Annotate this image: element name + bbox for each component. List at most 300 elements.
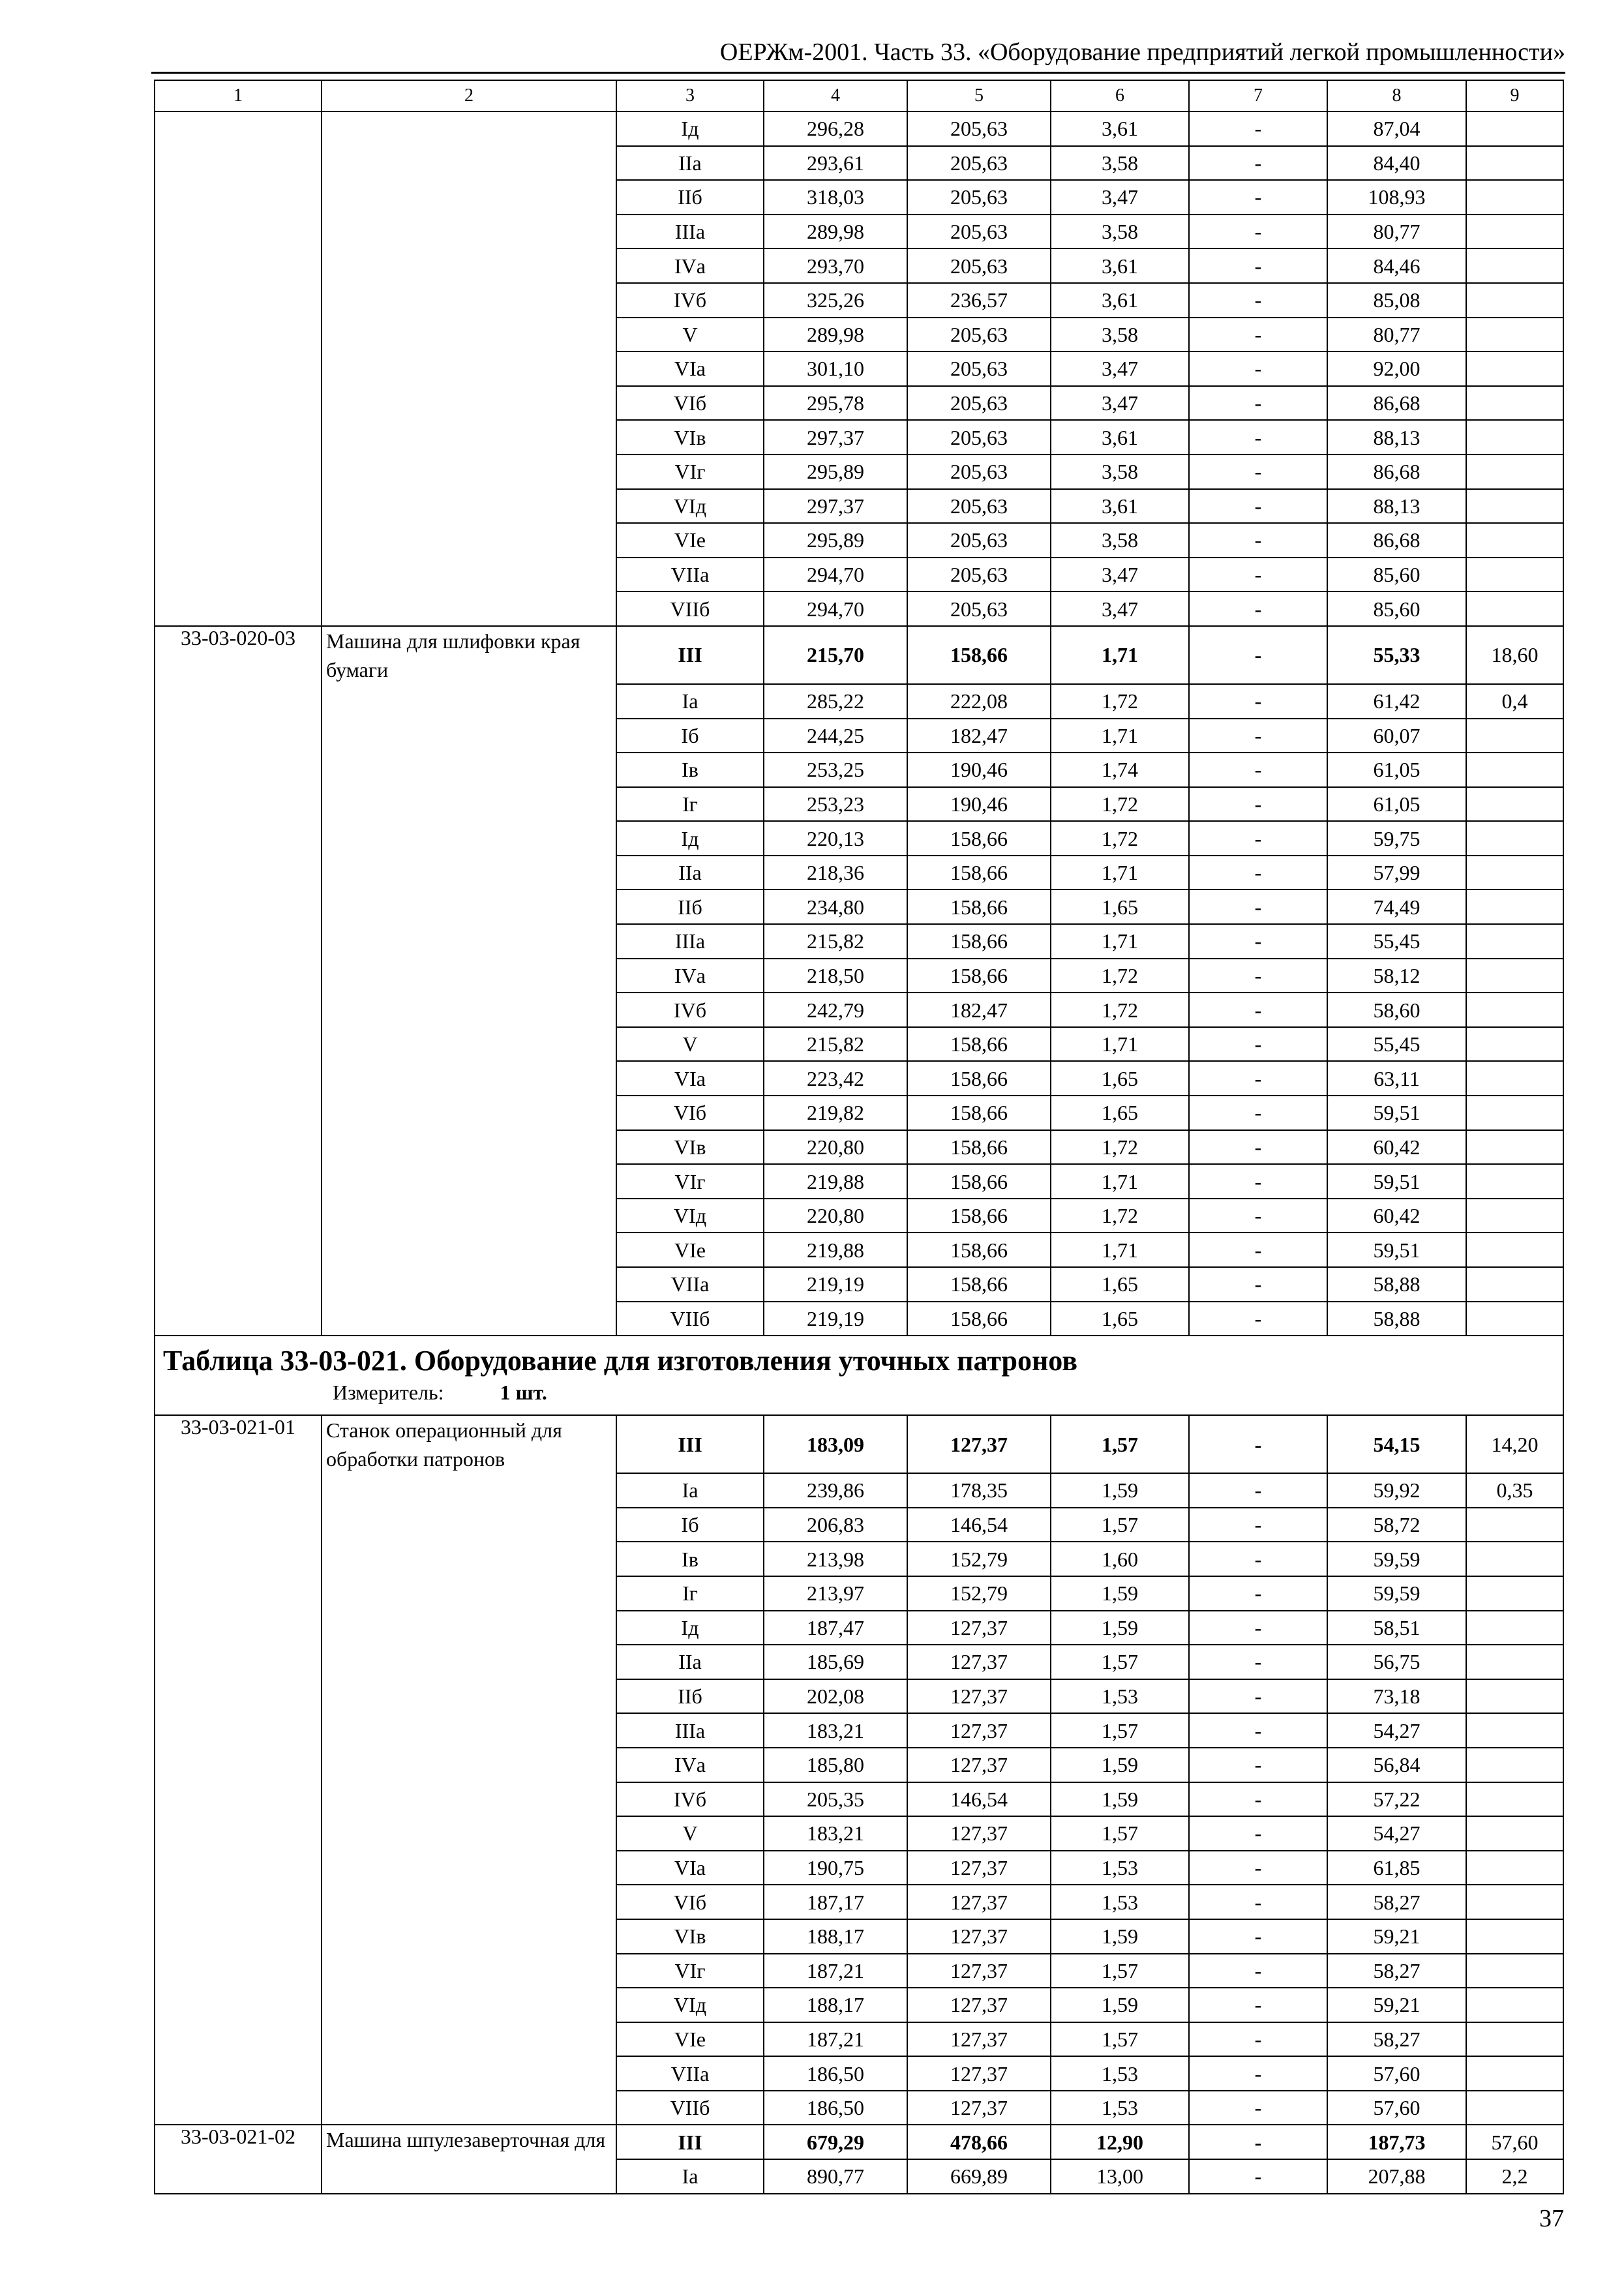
cell-c7: -	[1189, 856, 1327, 890]
cell-c6: 3,58	[1051, 455, 1189, 489]
cell-c7: -	[1189, 1679, 1327, 1714]
cell-c6: 1,72	[1051, 993, 1189, 1027]
cell-c9	[1466, 890, 1563, 924]
cell-c4: 187,21	[764, 1954, 907, 1988]
table-row	[155, 386, 1563, 421]
cell-c8: 108,93	[1327, 180, 1466, 215]
cell-c5: 127,37	[907, 1679, 1051, 1714]
code-cell	[155, 1782, 322, 1817]
code-cell	[155, 2022, 322, 2057]
cell-c4: 301,10	[764, 352, 907, 386]
code-cell	[155, 1611, 322, 1645]
cell-c9	[1466, 2091, 1563, 2125]
cell-c3: VIв	[616, 420, 764, 455]
cell-c6: 3,61	[1051, 489, 1189, 524]
name-cell	[322, 1130, 616, 1165]
cell-c9	[1466, 2022, 1563, 2057]
table-row	[155, 719, 1563, 753]
code-cell	[155, 1851, 322, 1885]
column-number: 3	[616, 80, 764, 112]
cell-c5: 152,79	[907, 1542, 1051, 1576]
cell-c5: 236,57	[907, 283, 1051, 318]
table-row	[155, 1415, 1563, 1473]
cell-c9	[1466, 1816, 1563, 1851]
cell-c5: 152,79	[907, 1576, 1051, 1611]
cell-c3: VIе	[616, 523, 764, 558]
cell-c5: 127,37	[907, 1816, 1051, 1851]
cell-c8: 61,85	[1327, 1851, 1466, 1885]
cell-c9	[1466, 352, 1563, 386]
cell-c8: 58,88	[1327, 1267, 1466, 1302]
cell-c9	[1466, 1851, 1563, 1885]
name-cell	[322, 993, 616, 1027]
cell-c3: Iб	[616, 719, 764, 753]
cell-c8: 88,13	[1327, 489, 1466, 524]
cell-c9	[1466, 489, 1563, 524]
cell-c7: -	[1189, 1096, 1327, 1130]
cell-c8: 57,60	[1327, 2091, 1466, 2125]
cell-c8: 207,88	[1327, 2159, 1466, 2194]
cell-c9	[1466, 112, 1563, 146]
cell-c6: 1,71	[1051, 719, 1189, 753]
table-row	[155, 1885, 1563, 1919]
table-row	[155, 1267, 1563, 1302]
cell-c6: 1,72	[1051, 1199, 1189, 1233]
cell-c3: Iг	[616, 1576, 764, 1611]
cell-c3: VIв	[616, 1919, 764, 1954]
cell-c3: VIг	[616, 1954, 764, 1988]
cell-c6: 3,61	[1051, 248, 1189, 283]
cell-c3: Iд	[616, 1611, 764, 1645]
cell-c9	[1466, 283, 1563, 318]
name-cell	[322, 215, 616, 249]
cell-c5: 205,63	[907, 248, 1051, 283]
cell-c8: 85,60	[1327, 591, 1466, 626]
cell-c7: -	[1189, 1576, 1327, 1611]
cell-c9	[1466, 1645, 1563, 1679]
name-cell	[322, 1645, 616, 1679]
cell-c5: 158,66	[907, 1164, 1051, 1199]
cell-c4: 219,19	[764, 1302, 907, 1336]
cell-c6: 3,47	[1051, 591, 1189, 626]
cell-c4: 296,28	[764, 112, 907, 146]
cell-c6: 1,65	[1051, 1096, 1189, 1130]
cell-c8: 59,75	[1327, 821, 1466, 856]
cell-c5: 146,54	[907, 1508, 1051, 1542]
cell-c6: 1,57	[1051, 1713, 1189, 1748]
cell-c5: 205,63	[907, 489, 1051, 524]
cell-c6: 1,72	[1051, 787, 1189, 822]
cell-c5: 158,66	[907, 924, 1051, 959]
name-cell	[322, 352, 616, 386]
table-row	[155, 1096, 1563, 1130]
name-cell	[322, 821, 616, 856]
cell-c6: 1,57	[1051, 1645, 1189, 1679]
name-cell	[322, 1851, 616, 1885]
cell-c9	[1466, 1233, 1563, 1267]
table-row	[155, 684, 1563, 719]
code-cell	[155, 993, 322, 1027]
code-cell	[155, 1199, 322, 1233]
cell-c9	[1466, 1061, 1563, 1096]
cell-c6: 3,47	[1051, 352, 1189, 386]
cell-c4: 223,42	[764, 1061, 907, 1096]
cell-c7: -	[1189, 959, 1327, 993]
cell-c8: 187,73	[1327, 2125, 1466, 2159]
cell-c6: 1,71	[1051, 1027, 1189, 1062]
cell-c4: 220,80	[764, 1130, 907, 1165]
cell-c5: 158,66	[907, 626, 1051, 684]
cell-c4: 218,50	[764, 959, 907, 993]
code-cell	[155, 180, 322, 215]
header-rule	[151, 72, 1565, 74]
cell-c3: V	[616, 1816, 764, 1851]
code-cell	[155, 1576, 322, 1611]
table-row	[155, 1199, 1563, 1233]
cell-c7: -	[1189, 318, 1327, 352]
cell-c9	[1466, 455, 1563, 489]
cell-c3: IVа	[616, 1748, 764, 1782]
cell-c3: Iд	[616, 112, 764, 146]
table-row	[155, 2056, 1563, 2091]
cell-c5: 205,63	[907, 352, 1051, 386]
name-cell	[322, 489, 616, 524]
cell-c8: 86,68	[1327, 523, 1466, 558]
cell-c4: 289,98	[764, 318, 907, 352]
cell-c7: -	[1189, 248, 1327, 283]
cell-c6: 1,59	[1051, 1919, 1189, 1954]
cell-c6: 1,65	[1051, 1061, 1189, 1096]
cell-c3: IVа	[616, 248, 764, 283]
code-cell	[155, 890, 322, 924]
cell-c8: 73,18	[1327, 1679, 1466, 1714]
cell-c5: 127,37	[907, 1611, 1051, 1645]
cell-c3: VIIа	[616, 2056, 764, 2091]
cell-c5: 158,66	[907, 1233, 1051, 1267]
code-cell	[155, 386, 322, 421]
cell-c4: 297,37	[764, 420, 907, 455]
cell-c6: 1,59	[1051, 1611, 1189, 1645]
cell-c4: 219,82	[764, 1096, 907, 1130]
cell-c7: -	[1189, 1954, 1327, 1988]
cell-c9: 0,35	[1466, 1473, 1563, 1508]
code-cell	[155, 1027, 322, 1062]
cell-c6: 1,57	[1051, 2022, 1189, 2057]
code-cell	[155, 1954, 322, 1988]
table-row	[155, 2022, 1563, 2057]
cell-c9	[1466, 856, 1563, 890]
cell-c9	[1466, 1096, 1563, 1130]
cell-c7: -	[1189, 1748, 1327, 1782]
cell-c7: -	[1189, 1164, 1327, 1199]
column-number: 1	[155, 80, 322, 112]
cell-c5: 127,37	[907, 1748, 1051, 1782]
cell-c5: 205,63	[907, 386, 1051, 421]
cell-c6: 1,74	[1051, 753, 1189, 787]
table-row	[155, 1611, 1563, 1645]
cell-c8: 60,42	[1327, 1199, 1466, 1233]
cell-c5: 158,66	[907, 1061, 1051, 1096]
cell-c6: 3,61	[1051, 112, 1189, 146]
cell-c9	[1466, 523, 1563, 558]
cell-c8: 85,60	[1327, 558, 1466, 592]
name-cell	[322, 1885, 616, 1919]
cell-c4: 218,36	[764, 856, 907, 890]
cell-c7: -	[1189, 1130, 1327, 1165]
cell-c5: 205,63	[907, 180, 1051, 215]
table-row	[155, 1954, 1563, 1988]
cell-c5: 127,37	[907, 1645, 1051, 1679]
cell-c7: -	[1189, 489, 1327, 524]
cell-c6: 3,61	[1051, 283, 1189, 318]
cell-c6: 1,59	[1051, 1748, 1189, 1782]
cell-c5: 205,63	[907, 112, 1051, 146]
cell-c9: 2,2	[1466, 2159, 1563, 2194]
cell-c7: -	[1189, 1415, 1327, 1473]
cell-c5: 127,37	[907, 1954, 1051, 1988]
cell-c4: 293,70	[764, 248, 907, 283]
cell-c6: 1,57	[1051, 1508, 1189, 1542]
cell-c7: -	[1189, 2159, 1327, 2194]
cell-c4: 239,86	[764, 1473, 907, 1508]
cell-c8: 61,05	[1327, 787, 1466, 822]
name-cell	[322, 1748, 616, 1782]
table-row	[155, 924, 1563, 959]
code-cell	[155, 1816, 322, 1851]
cell-c5: 669,89	[907, 2159, 1051, 2194]
cell-c3: VIIб	[616, 1302, 764, 1336]
cell-c7: -	[1189, 2125, 1327, 2159]
table-row	[155, 1027, 1563, 1062]
table-row	[155, 1233, 1563, 1267]
cell-c9	[1466, 318, 1563, 352]
table-row	[155, 993, 1563, 1027]
cell-c6: 1,72	[1051, 684, 1189, 719]
section-heading	[155, 1336, 1563, 1415]
code-cell	[155, 1542, 322, 1576]
cell-c3: VIа	[616, 1061, 764, 1096]
cell-c8: 59,59	[1327, 1576, 1466, 1611]
cell-c7: -	[1189, 1611, 1327, 1645]
cell-c7: -	[1189, 591, 1327, 626]
cell-c6: 3,58	[1051, 146, 1189, 181]
cell-c7: -	[1189, 455, 1327, 489]
cell-c7: -	[1189, 993, 1327, 1027]
running-header: ОЕРЖм-2001. Часть 33. «Оборудование предприятий легкой промышленности»	[719, 38, 1565, 66]
table-row	[155, 1782, 1563, 1817]
code-cell	[155, 591, 322, 626]
name-cell	[322, 386, 616, 421]
cell-c6: 1,71	[1051, 1233, 1189, 1267]
cell-c3: VIе	[616, 2022, 764, 2057]
cell-c8: 74,49	[1327, 890, 1466, 924]
cell-c3: VIб	[616, 1096, 764, 1130]
column-number: 9	[1466, 80, 1563, 112]
cell-c8: 85,08	[1327, 283, 1466, 318]
cell-c6: 13,00	[1051, 2159, 1189, 2194]
table-row	[155, 1748, 1563, 1782]
cell-c3: VIг	[616, 1164, 764, 1199]
cell-c3: IIIа	[616, 1713, 764, 1748]
name-cell	[322, 1611, 616, 1645]
cell-c9	[1466, 1748, 1563, 1782]
cell-c8: 57,99	[1327, 856, 1466, 890]
cell-c5: 182,47	[907, 719, 1051, 753]
cell-c4: 190,75	[764, 1851, 907, 1885]
cell-c7: -	[1189, 1782, 1327, 1817]
cell-c5: 158,66	[907, 1096, 1051, 1130]
cell-c6: 1,72	[1051, 959, 1189, 993]
cell-c6: 1,72	[1051, 1130, 1189, 1165]
cell-c6: 1,65	[1051, 890, 1189, 924]
table-row	[155, 2091, 1563, 2125]
code-cell	[155, 753, 322, 787]
cell-c8: 87,04	[1327, 112, 1466, 146]
cell-c3: Iд	[616, 821, 764, 856]
cell-c4: 186,50	[764, 2056, 907, 2091]
cell-c8: 86,68	[1327, 386, 1466, 421]
cell-c4: 185,69	[764, 1645, 907, 1679]
cell-c5: 158,66	[907, 1199, 1051, 1233]
cell-c8: 61,05	[1327, 753, 1466, 787]
cell-c6: 1,65	[1051, 1302, 1189, 1336]
cell-c9	[1466, 1611, 1563, 1645]
cell-c5: 478,66	[907, 2125, 1051, 2159]
name-cell	[322, 1542, 616, 1576]
cell-c8: 54,27	[1327, 1816, 1466, 1851]
cell-c6: 1,65	[1051, 1267, 1189, 1302]
cell-c7: -	[1189, 1645, 1327, 1679]
name-cell	[322, 1782, 616, 1817]
section-title: Таблица 33-03-021. Оборудование для изготовления уточных патронов	[163, 1345, 1077, 1377]
name-cell: Станок операционный для обработки патронов	[322, 1415, 616, 1473]
cell-c7: -	[1189, 215, 1327, 249]
cell-c4: 253,25	[764, 753, 907, 787]
cell-c4: 318,03	[764, 180, 907, 215]
cell-c5: 127,37	[907, 1713, 1051, 1748]
cell-c5: 127,37	[907, 1919, 1051, 1954]
name-cell	[322, 283, 616, 318]
cell-c5: 158,66	[907, 821, 1051, 856]
cell-c4: 325,26	[764, 283, 907, 318]
cell-c5: 205,63	[907, 591, 1051, 626]
code-cell	[155, 455, 322, 489]
code-cell	[155, 318, 322, 352]
table-row	[155, 112, 1563, 146]
cell-c3: IIIа	[616, 215, 764, 249]
cell-c4: 293,61	[764, 146, 907, 181]
cell-c7: -	[1189, 890, 1327, 924]
table-row	[155, 959, 1563, 993]
cell-c3: V	[616, 1027, 764, 1062]
section-meter	[155, 1379, 1563, 1405]
cell-c3: III	[616, 626, 764, 684]
code-cell	[155, 1748, 322, 1782]
cell-c9: 18,60	[1466, 626, 1563, 684]
table-row	[155, 180, 1563, 215]
column-number: 4	[764, 80, 907, 112]
name-cell	[322, 248, 616, 283]
cell-c7: -	[1189, 1816, 1327, 1851]
code-cell	[155, 924, 322, 959]
cell-c4: 215,82	[764, 924, 907, 959]
cell-c5: 127,37	[907, 1415, 1051, 1473]
cell-c4: 205,35	[764, 1782, 907, 1817]
code-cell	[155, 1508, 322, 1542]
cell-c8: 58,27	[1327, 2022, 1466, 2057]
cell-c9	[1466, 146, 1563, 181]
cell-c8: 59,59	[1327, 1542, 1466, 1576]
cell-c4: 219,19	[764, 1267, 907, 1302]
name-cell	[322, 523, 616, 558]
cell-c8: 59,21	[1327, 1988, 1466, 2022]
code-cell	[155, 215, 322, 249]
cell-c3: IIб	[616, 1679, 764, 1714]
table-row	[155, 146, 1563, 181]
code-cell	[155, 489, 322, 524]
cell-c9	[1466, 180, 1563, 215]
cell-c7: -	[1189, 180, 1327, 215]
code-cell: 33-03-021-02	[155, 2125, 322, 2159]
cell-c3: IVб	[616, 993, 764, 1027]
cell-c3: VIе	[616, 1233, 764, 1267]
section-title-row	[155, 1336, 1563, 1415]
cell-c6: 1,53	[1051, 1851, 1189, 1885]
cell-c6: 1,53	[1051, 1885, 1189, 1919]
name-cell	[322, 591, 616, 626]
name-cell	[322, 318, 616, 352]
table-row	[155, 2159, 1563, 2194]
cell-c9	[1466, 1542, 1563, 1576]
cell-c4: 220,13	[764, 821, 907, 856]
cell-c3: IVб	[616, 283, 764, 318]
cell-c9	[1466, 215, 1563, 249]
cell-c3: VIIа	[616, 558, 764, 592]
cell-c5: 127,37	[907, 2091, 1051, 2125]
code-cell	[155, 1164, 322, 1199]
cell-c7: -	[1189, 1713, 1327, 1748]
cell-c4: 253,23	[764, 787, 907, 822]
cell-c8: 63,11	[1327, 1061, 1466, 1096]
cell-c5: 146,54	[907, 1782, 1051, 1817]
cell-c3: IIIа	[616, 924, 764, 959]
table-row	[155, 2125, 1563, 2159]
cell-c7: -	[1189, 420, 1327, 455]
cell-c8: 57,22	[1327, 1782, 1466, 1817]
table-row	[155, 455, 1563, 489]
cell-c4: 202,08	[764, 1679, 907, 1714]
cell-c4: 185,80	[764, 1748, 907, 1782]
cell-c3: IIа	[616, 1645, 764, 1679]
cell-c8: 58,60	[1327, 993, 1466, 1027]
table-row	[155, 523, 1563, 558]
cell-c9	[1466, 1508, 1563, 1542]
code-cell	[155, 1679, 322, 1714]
cell-c4: 219,88	[764, 1233, 907, 1267]
table-row	[155, 558, 1563, 592]
cell-c3: VIб	[616, 386, 764, 421]
page-number: 37	[1539, 2205, 1564, 2232]
cell-c4: 188,17	[764, 1919, 907, 1954]
table-row	[155, 1988, 1563, 2022]
cell-c9	[1466, 2056, 1563, 2091]
table-row	[155, 1851, 1563, 1885]
cell-c5: 182,47	[907, 993, 1051, 1027]
table-body	[155, 80, 1563, 2194]
table-row	[155, 1713, 1563, 1748]
cell-c7: -	[1189, 684, 1327, 719]
cell-c8: 59,51	[1327, 1164, 1466, 1199]
